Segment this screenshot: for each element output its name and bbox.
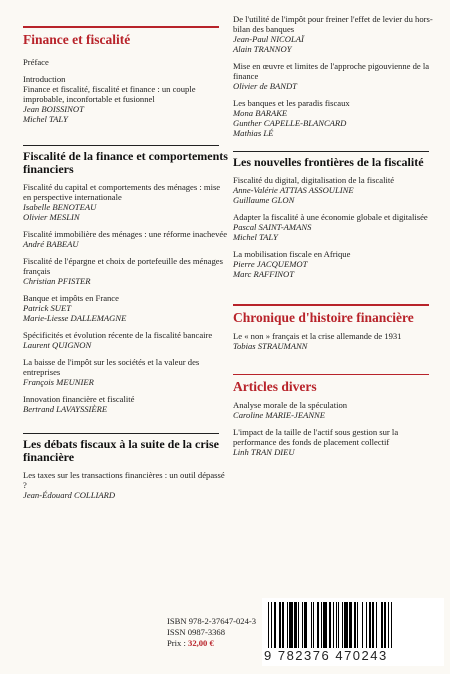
price-value: 32,00 € (188, 638, 214, 648)
article-entry (23, 357, 228, 387)
article-title: Fiscalité du digital, digitalisation de la fiscalité (233, 175, 395, 185)
article-author: Tobias STRAUMANN (233, 340, 308, 351)
article-entry (233, 98, 438, 138)
preface: Préface (23, 56, 49, 67)
article-title: Les taxes sur les transactions financières : un outil dépassé ? (23, 469, 225, 490)
article-author: Olivier MESLIN (23, 211, 80, 222)
article-author: André BABEAU (23, 238, 79, 249)
black-rule (23, 433, 219, 434)
intro-author: Michel TALY (23, 113, 68, 124)
section1-list (23, 182, 228, 414)
article-title: La mobilisation fiscale en Afrique (233, 249, 351, 259)
red-rule (233, 374, 429, 376)
article-title: Fiscalité du capital et comportements des ménages : mise en perspective internationale (23, 181, 221, 202)
article-author: Caroline MARIE-JEANNE (233, 410, 326, 420)
article-title: Analyse morale de la spéculation (233, 400, 348, 410)
article-entry (23, 293, 228, 323)
article-entry (233, 175, 438, 205)
article-author: François MEUNIER (23, 376, 94, 387)
article-author: Pascal SAINT-AMANS (233, 222, 312, 232)
article-entry (23, 256, 228, 286)
article-author: Mathias LÉ (233, 128, 274, 138)
article-entry (23, 394, 228, 414)
article-author: Anne-Valérie ATTIAS ASSOULINE (233, 185, 354, 195)
article-author: Pierre JACQUEMOT (233, 259, 308, 269)
article-author: Jean-Paul NICOLAÏ (233, 34, 304, 44)
article-author: Gunther CAPELLE-BLANCARD (233, 118, 347, 128)
article-author: Marc RAFFINOT (233, 269, 295, 279)
black-rule (233, 151, 429, 152)
article-author: Alain TRANNOY (233, 44, 292, 54)
barcode-bars (268, 602, 438, 648)
article-title: Spécificités et évolution récente de la fiscalité bancaire (23, 329, 213, 340)
section2-list (23, 470, 228, 500)
issn: ISSN 0987-3368 (167, 627, 226, 637)
article-author: Michel TALY (233, 232, 278, 242)
isbn-block (167, 616, 256, 649)
isbn: ISBN 978-2-37647-024-3 (167, 616, 257, 626)
article-title: Fiscalité immobilière des ménages : une réforme inachevée (23, 228, 228, 239)
article-entry (23, 229, 228, 249)
article-title: Adapter la fiscalité à une économie globale et digitalisée (233, 212, 428, 222)
article-author: Guillaume GLON (233, 195, 295, 205)
section-title-finance: Finance et fiscalité (23, 31, 131, 47)
red-rule (233, 304, 429, 306)
chronique-list (233, 331, 438, 351)
article-entry (23, 470, 228, 500)
right-column (233, 14, 438, 464)
articles-list (233, 400, 438, 457)
intro-text: Introduction Finance et fiscalité, fiscalité et finance : un couple improbable, inconfortable et fusionnel (23, 73, 196, 104)
article-title: Mise en œuvre et limites de l'approche pigouvienne de la finance (233, 61, 430, 81)
section-title-debats: Les débats fiscaux à la suite de la crise financière (23, 436, 219, 464)
barcode-number: 9 782376 470243 (264, 648, 388, 663)
article-entry (233, 427, 438, 457)
article-author: Olivier de BANDT (233, 81, 297, 91)
article-entry (233, 212, 438, 242)
article-title: De l'utilité de l'impôt pour freiner l'effet de levier du hors-bilan des banques (233, 14, 433, 34)
article-entry (233, 61, 438, 91)
article-author: Marie-Liesse DALLEMAGNE (23, 312, 127, 323)
intro-item (23, 74, 228, 124)
article-author: Mona BARAKE (233, 108, 288, 118)
article-author: Christian PFISTER (23, 275, 91, 286)
intro-author: Jean BOISSINOT (23, 103, 84, 114)
article-entry (23, 182, 228, 222)
right-top-list (233, 14, 438, 138)
article-author: Bertrand LAVAYSSIÈRE (23, 403, 108, 414)
article-title: Banque et impôts en France (23, 292, 119, 303)
article-title: Les banques et les paradis fiscaux (233, 98, 350, 108)
section-title-articles: Articles divers (233, 379, 317, 394)
article-title: La baisse de l'impôt sur les sociétés et la valeur des entreprises (23, 356, 200, 377)
price-label: Prix : (167, 638, 189, 648)
article-entry (23, 330, 228, 350)
article-entry (233, 400, 438, 420)
article-title: Le « non » français et la crise allemande de 1931 (233, 330, 402, 341)
article-author: Jean-Édouard COLLIARD (23, 489, 116, 500)
article-author: Linh TRAN DIEU (233, 447, 295, 457)
red-rule (23, 26, 219, 28)
price (167, 638, 256, 649)
article-author: Patrick SUET (23, 302, 71, 313)
article-title: Innovation financière et fiscalité (23, 393, 135, 404)
black-rule (23, 145, 219, 146)
section3-list (233, 175, 438, 279)
barcode-bar (392, 602, 393, 648)
article-title: L'impact de la taille de l'actif sous gestion sur la performance des fonds de placement collectif (233, 427, 399, 447)
article-author: Isabelle BENOTEAU (23, 201, 97, 212)
barcode (262, 598, 444, 666)
section-title-chronique: Chronique d'histoire financière (233, 309, 414, 325)
article-entry (233, 249, 438, 279)
section-title-nouvelles-frontieres: Les nouvelles frontières de la fiscalité (233, 155, 424, 169)
article-entry (233, 331, 438, 351)
article-entry (233, 14, 438, 54)
section-title-fiscalite-finance: Fiscalité de la finance et comportements financiers (23, 148, 228, 176)
article-title: Fiscalité de l'épargne et choix de portefeuille des ménages français (23, 255, 223, 276)
left-column (23, 26, 228, 507)
article-author: Laurent QUIGNON (23, 339, 92, 350)
